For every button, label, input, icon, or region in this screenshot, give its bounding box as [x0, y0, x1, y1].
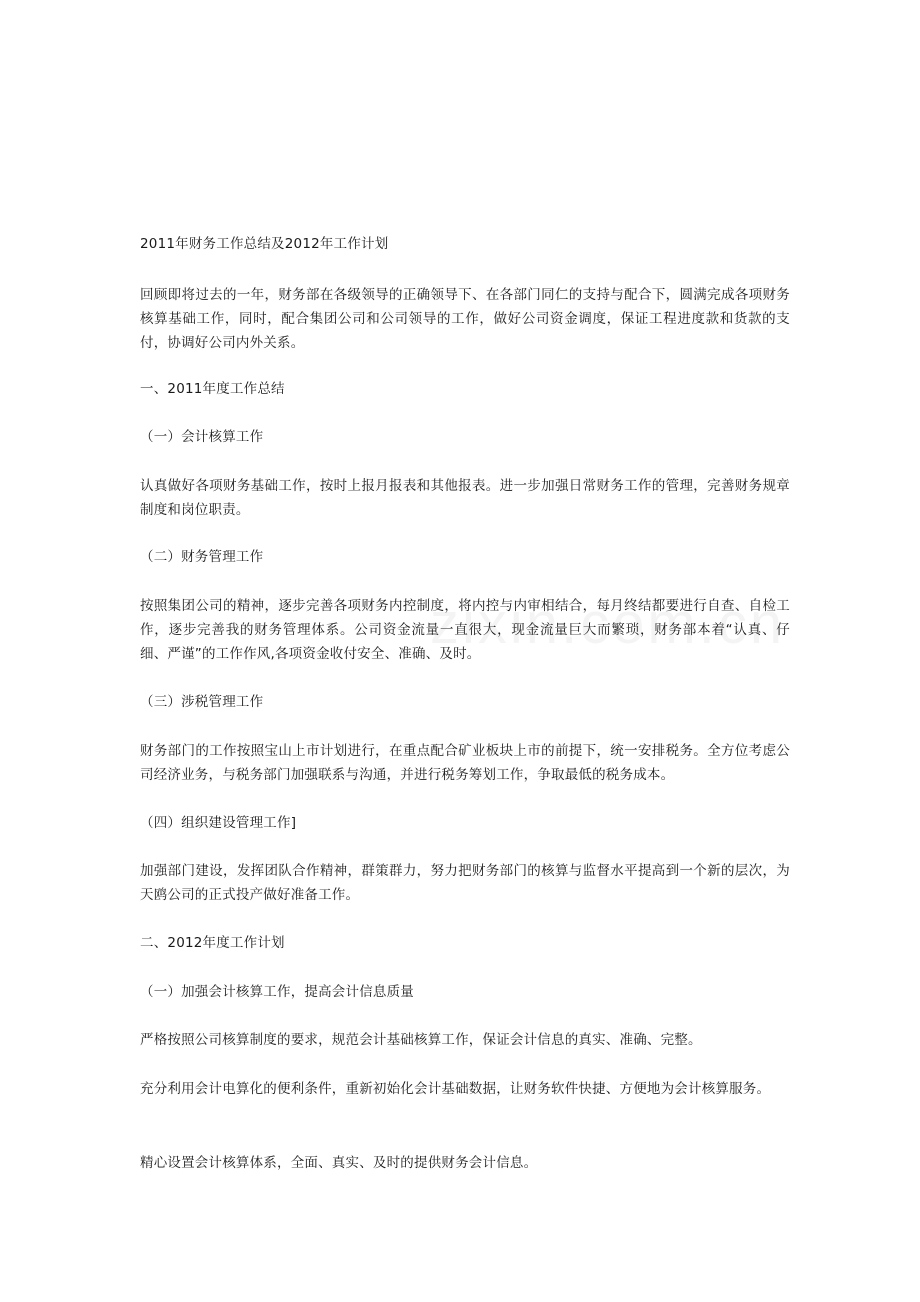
- plan-line: 充分利用会计电算化的便利条件，重新初始化会计基础数据，让财务软件快捷、方便地为会计核算服务。: [140, 1081, 771, 1097]
- intro-paragraph: 回顾即将过去的一年，财务部在各级领导的正确领导下、在各部门同仁的支持与配合下，圆满完成各项财务核算基础工作，同时，配合集团公司和公司领导的工作，做好公司资金调度，保证工程进度款和货款的支付，协调好公司内外关系。: [140, 287, 790, 351]
- plan-line: 精心设置会计核算体系，全面、真实、及时的提供财务会计信息。: [140, 1155, 538, 1171]
- subsection-heading: （三）涉税管理工作: [140, 694, 264, 710]
- subsection-paragraph: 加强部门建设，发挥团队合作精神，群策群力，努力把财务部门的核算与监督水平提高到一个新的层次，为天鸥公司的正式投产做好准备工作。: [140, 863, 790, 903]
- subsection-paragraph: 按照集团公司的精神，逐步完善各项财务内控制度，将内控与内审相结合，每月终结都要进行自查、自检工作，逐步完善我的财务管理体系。公司资金流量一直很大，现金流量巨大而繁琐，财务部本着“认真、仔细、严谨”的工作作风,各项资金收付安全、准确、及时。: [140, 598, 790, 662]
- section-2-heading: 二、2012年度工作计划: [140, 935, 285, 951]
- subsection-heading: （一）加强会计核算工作，提高会计信息质量: [140, 984, 414, 1000]
- section-1-heading: 一、2011年度工作总结: [140, 381, 285, 397]
- plan-line: 严格按照公司核算制度的要求，规范会计基础核算工作，保证会计信息的真实、准确、完整。: [140, 1032, 702, 1048]
- subsection-heading: （二）财务管理工作: [140, 549, 264, 565]
- document-title: 2011年财务工作总结及2012年工作计划: [140, 236, 389, 252]
- subsection-paragraph: 认真做好各项财务基础工作，按时上报月报表和其他报表。进一步加强日常财务工作的管理，完善财务规章制度和岗位职责。: [140, 478, 790, 518]
- subsection-paragraph: 财务部门的工作按照宝山上市计划进行，在重点配合矿业板块上市的前提下，统一安排税务。全方位考虑公司经济业务，与税务部门加强联系与沟通，并进行税务筹划工作，争取最低的税务成本。: [140, 743, 790, 783]
- subsection-heading: （一）会计核算工作: [140, 429, 264, 445]
- subsection-heading: （四）组织建设管理工作]: [140, 815, 297, 831]
